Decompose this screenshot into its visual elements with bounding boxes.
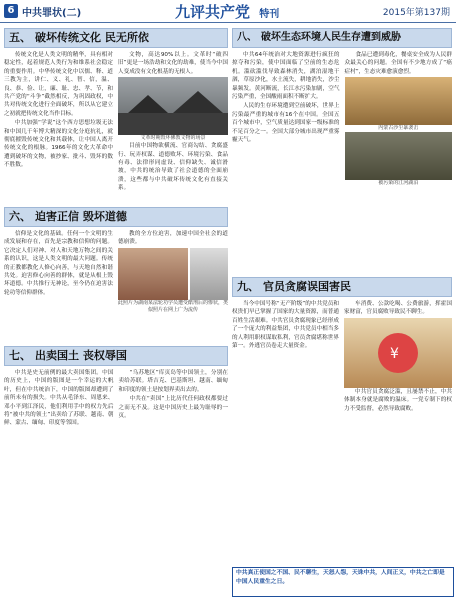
section-7-p3: 中共在“卖国”上比历代任何政权都要过之而无不及。这是中国历史上最为耻辱的一页。 [118,396,228,420]
masthead-title: 九评共产党 [175,3,251,21]
cartoon-illustration [344,318,452,388]
section-7-p2: “乌苏地区”库页岛等中国领土，分别在卖给苏联。塔吉克、巴基斯坦、越南、缅甸和印度的领土是按划界卖出去的。 [118,370,228,393]
sandstorm-photo [345,77,453,125]
section-6-p1: 信仰是文化的基础。任何一个文明的生成发展和存在，首先是宗教和信仰的问题。它决定人们对神、对人和天地万物之间的关系的认识，这是人类文明的最大问题。传统的正教都教化人修心向善，与天地自然和谐共处。迫害修心向善的群体，就是从根上毁坏道德。中共推行无神论，至今仍在迫害法轮功等信仰群体。 [4,231,113,296]
footer-note [232,567,454,597]
temple-illustration [118,77,228,135]
money-icon [344,318,452,388]
section-5-p3: 文物，高达90%以上。文革时“破四旧”更是一场浩劫和文化的劫难，使当今中国人变成没有文化根基的无根人。 [118,52,228,75]
section-8-body [232,51,452,271]
section-5-caption: 文革时期毁坏佛教文物的场景 [140,135,206,142]
section-9-title [232,277,452,297]
portrait-photo [190,248,228,300]
masthead-sub: 特刊 [259,9,280,20]
section-5-title [4,28,228,48]
section-9-body [232,300,452,570]
temple-photo [118,77,228,135]
section-6-title [4,207,228,227]
section-7-p1: 中共是史无前例的最大卖国集团。中国的历史上，中国的版图是一个幸运的大帆叶，但在中共统治下，中国的版图却遭到了前所未有的损失。中共从毛泽东、周恩来、邓小平到江泽民，他们利用手中的权力先后将“被中共的领土”出卖给了苏联、越南、朝鲜、蒙古、缅甸、印度等邻国。 [4,370,114,427]
victim-photo [118,248,188,300]
masthead [175,1,279,22]
section-9-p3: 中共官员贪腐泛滥，且屡禁不止，中共体制本身就是腐败的温床。一党专制下的权力不受监督，必然导致腐败。 [344,388,452,412]
svg-text:¥: ¥ [390,345,399,362]
right-column [232,28,452,570]
section-5-heading: 破坏传统文化 民无所依 [35,31,149,44]
section-8-caption-2: 被污染的江河湖泊 [378,180,419,187]
section-9-number: 九、 [237,280,259,293]
pollution-photo [345,132,453,180]
page-number: 6 [4,4,18,18]
section-7-title [4,346,228,366]
section-7-number: 七、 [9,349,31,362]
section-6-caption: 此照片为湖南某法轮功学员遭受酷刑后的惨状，类似照片在网上广为流传 [118,299,229,313]
section-9-p2: 车消费、公款吃喝、公费旅游，挥霍国家财富，官员腐败导致民不聊生。 [344,301,452,316]
section-6-number: 六、 [9,210,31,223]
issue-info: 2015年第137期 [382,8,450,18]
section-label: 中共罪状(二) [22,8,82,19]
section-5-p4: 目前中国物欲横流、官商勾结、贪腐盛行、玩弄权谋、道德败坏、环境污染、食品有毒、法律形同虚设、信仰缺失、诚信滑坡，中共的统治导致了社会道德的全面崩溃，这些都与中共破坏传统文化有直接关系。 [118,143,228,192]
left-column [4,28,228,529]
section-6-body [4,230,228,340]
section-5-p1: 传统文化是人类文明的精华，具有相对稳定性，起着规范人类行为和维系社会稳定的重要作用。中华传统文化中以儒、释、道三教为主，讲仁、义、礼、智、信，温、良、恭、俭、让，廉、耻、忠、孝、节，和共产党的“斗争”截然相反，为巩固政权，中共对传统文化进行全面破坏，所以从它建立之初就把传统文化当作目标。 [4,52,113,117]
section-9-heading: 官员贪腐误国害民 [263,280,351,293]
section-5-number: 五、 [9,31,31,44]
section-7-body [4,369,228,529]
section-8-title [232,28,452,48]
section-7-heading: 出卖国土 丧权辱国 [35,349,127,362]
footer-text: 中共真正使国之不国、民不聊生，天怒人怨，天诛中共，人间正义，中共之亡即是中国人民重生之日。 [236,570,445,585]
section-5-body [4,51,228,201]
section-8-p3: 食品已遭到毒化，餐桌安全成为人民群众最关心的问题。全国有不少地方成了“癌症村”，生态灾难愈演愈烈。 [344,52,452,75]
page-header [0,0,456,23]
section-6-p2: 教的全方位迫害，加速中国全社会的道德崩溃。 [118,231,228,246]
section-6-heading: 迫害正信 毁坏道德 [35,210,127,223]
section-8-heading: 破坏生态环境人民生存遭到威胁 [261,32,401,43]
section-8-caption-1: 内蒙古沙尘暴袭击 [378,125,419,132]
section-8-number: 八、 [237,32,257,43]
section-8-p2: 人民的生存环境遭到空前破坏，世界上污染最严重的城市有16个在中国。全国五百个城市中，空气质量达到国家一级标准的不足百分之一。全国大部分城市出现严重雾霾天气。 [232,103,340,144]
section-9-p1: 当今中国号称“无产阶级”的中共党员和权贵们早已掌握了国家的大量资源，而普通百姓生活艰难。中共官员贪腐现象已经形成了一个庞大的利益集团，中共党员中相当多的人利用职权谋取私利，官员贪腐堪称世界第一。外逃官员卷走大量资金。 [232,301,339,350]
section-8-p1: 中共64年统治对大地资源进行疯狂的掠夺和污染，使中国面临了空前的生态危机。滥砍滥伐导致森林消失，湖泊湿地干涸，草原沙化，水土流失，耕地消失，沙尘暴频发。黄河断流，长江水污染加剧，空气污染严重，全国酸雨面积不断扩大。 [232,52,340,101]
section-5-p2: 中共加强“学说”这个西方思想垃圾无法和中国几千年博大精深的文化分庭抗礼，就彻底摧毁传统文化和其载体，让中国人离开传统文化的根脉。1966年的文化大革命中遭到破坏的文物，被抄家、批斗、毁坏的数不胜数。 [4,120,113,169]
